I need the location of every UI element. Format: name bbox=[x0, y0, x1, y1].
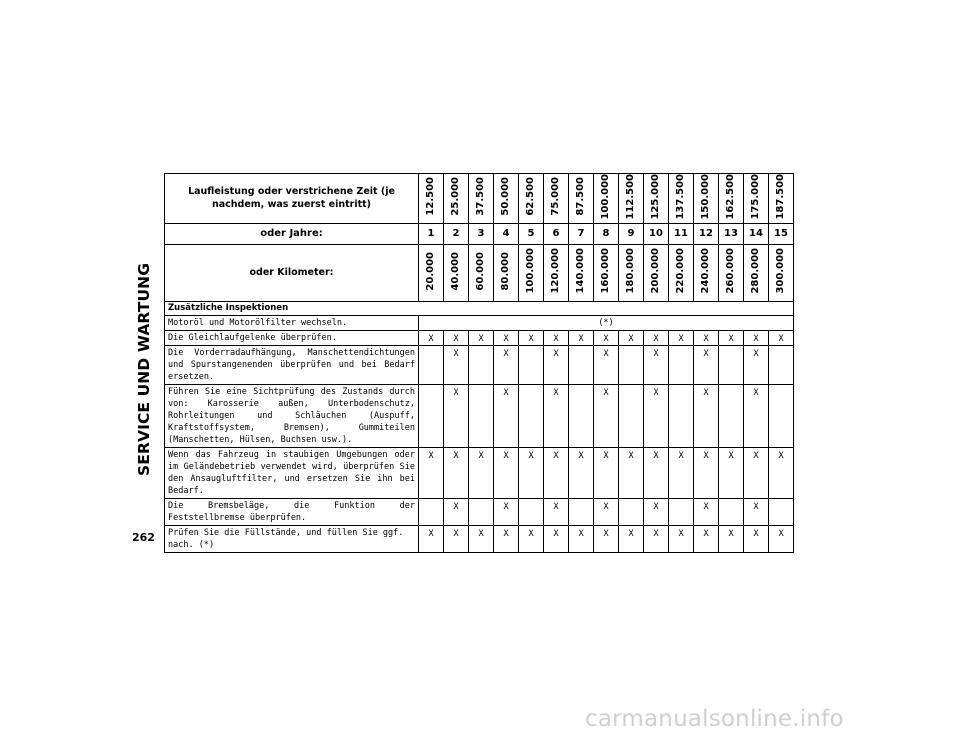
schedule-mark bbox=[569, 498, 594, 525]
km-cell bbox=[719, 244, 744, 301]
schedule-mark: X bbox=[619, 330, 644, 345]
miles-cell bbox=[569, 174, 594, 224]
year-cell: 9 bbox=[619, 223, 644, 244]
km-value: 240.000 bbox=[700, 248, 711, 294]
schedule-mark bbox=[419, 345, 444, 384]
year-cell: 6 bbox=[544, 223, 569, 244]
schedule-mark: X bbox=[594, 447, 619, 498]
schedule-mark: X bbox=[594, 498, 619, 525]
task-description: Die Gleichlaufgelenke überprüfen. bbox=[165, 330, 419, 345]
schedule-mark: X bbox=[494, 330, 519, 345]
schedule-mark bbox=[669, 384, 694, 447]
km-value: 40.000 bbox=[450, 251, 461, 291]
schedule-mark bbox=[619, 498, 644, 525]
schedule-mark bbox=[719, 384, 744, 447]
section-title: Zusätzliche Inspektionen bbox=[165, 301, 794, 315]
miles-value: 150.000 bbox=[700, 174, 711, 220]
header-row-km bbox=[165, 244, 794, 301]
schedule-mark: X bbox=[494, 447, 519, 498]
km-value: 20.000 bbox=[425, 251, 436, 291]
schedule-mark: X bbox=[644, 447, 669, 498]
schedule-mark bbox=[419, 384, 444, 447]
miles-cell bbox=[769, 174, 794, 224]
miles-cell bbox=[619, 174, 644, 224]
miles-value: 112.500 bbox=[625, 174, 636, 220]
miles-cell bbox=[544, 174, 569, 224]
km-cell bbox=[669, 244, 694, 301]
schedule-mark: X bbox=[444, 345, 469, 384]
year-cell: 8 bbox=[594, 223, 619, 244]
km-cell bbox=[594, 244, 619, 301]
year-cell: 3 bbox=[469, 223, 494, 244]
year-cell: 1 bbox=[419, 223, 444, 244]
schedule-mark bbox=[769, 384, 794, 447]
km-cell bbox=[644, 244, 669, 301]
km-value: 280.000 bbox=[750, 248, 761, 294]
schedule-mark: X bbox=[744, 525, 769, 552]
miles-value: 25.000 bbox=[450, 177, 461, 217]
schedule-mark: X bbox=[769, 525, 794, 552]
km-cell bbox=[769, 244, 794, 301]
km-value: 300.000 bbox=[775, 248, 786, 294]
schedule-mark bbox=[469, 498, 494, 525]
schedule-mark: X bbox=[544, 345, 569, 384]
header-row-miles bbox=[165, 174, 794, 224]
year-cell: 13 bbox=[719, 223, 744, 244]
miles-value: 37.500 bbox=[475, 177, 486, 217]
schedule-mark: X bbox=[694, 498, 719, 525]
km-value: 100.000 bbox=[525, 248, 536, 294]
schedule-mark: X bbox=[494, 525, 519, 552]
schedule-mark: X bbox=[619, 525, 644, 552]
task-description: Motoröl und Motorölfilter wechseln. bbox=[165, 315, 419, 330]
schedule-mark: X bbox=[419, 330, 444, 345]
schedule-mark bbox=[619, 384, 644, 447]
table-row bbox=[165, 330, 794, 345]
miles-value: 62.500 bbox=[525, 177, 536, 217]
oil-interval-note: (*) bbox=[419, 315, 794, 330]
schedule-mark bbox=[669, 498, 694, 525]
schedule-mark: X bbox=[544, 498, 569, 525]
schedule-mark: X bbox=[569, 447, 594, 498]
km-cell bbox=[444, 244, 469, 301]
schedule-mark: X bbox=[469, 525, 494, 552]
year-cell: 12 bbox=[694, 223, 719, 244]
schedule-mark bbox=[569, 384, 594, 447]
task-description: Führen Sie eine Sichtprüfung des Zustands durch von: Karosserie außen, Unterbodenschutz, Rohrleitungen und Schläuchen (Auspuff, Kraftstoffsystem, Bremsen), Gummiteilen (Manschetten, Hülsen, Buchsen usw.). bbox=[165, 384, 419, 447]
km-value: 160.000 bbox=[600, 248, 611, 294]
km-value: 180.000 bbox=[625, 248, 636, 294]
mileage-header-label: Laufleistung oder verstrichene Zeit (je nachdem, was zuerst eintritt) bbox=[165, 174, 419, 224]
table-row bbox=[165, 384, 794, 447]
miles-cell bbox=[719, 174, 744, 224]
schedule-mark: X bbox=[769, 447, 794, 498]
schedule-mark: X bbox=[744, 345, 769, 384]
km-cell bbox=[494, 244, 519, 301]
schedule-mark bbox=[719, 498, 744, 525]
schedule-mark: X bbox=[444, 384, 469, 447]
year-cell: 14 bbox=[744, 223, 769, 244]
miles-cell bbox=[519, 174, 544, 224]
year-cell: 2 bbox=[444, 223, 469, 244]
miles-value: 87.500 bbox=[575, 177, 586, 217]
schedule-mark: X bbox=[694, 525, 719, 552]
km-label: oder Kilometer: bbox=[165, 244, 419, 301]
km-cell bbox=[469, 244, 494, 301]
km-value: 140.000 bbox=[575, 248, 586, 294]
schedule-mark: X bbox=[494, 345, 519, 384]
miles-cell bbox=[694, 174, 719, 224]
task-description: Die Vorderradaufhängung, Manschettendichtungen und Spurstangenenden überprüfen und bei Bedarf ersetzen. bbox=[165, 345, 419, 384]
table-row bbox=[165, 315, 794, 330]
miles-value: 137.500 bbox=[675, 174, 686, 220]
watermark-url: carmanualsonline.info bbox=[585, 706, 844, 732]
table-row bbox=[165, 498, 794, 525]
schedule-mark: X bbox=[544, 330, 569, 345]
schedule-mark: X bbox=[519, 447, 544, 498]
schedule-mark bbox=[669, 345, 694, 384]
km-value: 260.000 bbox=[725, 248, 736, 294]
km-cell bbox=[619, 244, 644, 301]
schedule-mark bbox=[519, 384, 544, 447]
section-side-title: SERVICE UND WARTUNG bbox=[135, 262, 153, 476]
km-value: 80.000 bbox=[500, 251, 511, 291]
km-value: 60.000 bbox=[475, 251, 486, 291]
miles-value: 175.000 bbox=[750, 174, 761, 220]
schedule-mark: X bbox=[694, 384, 719, 447]
schedule-mark bbox=[619, 345, 644, 384]
miles-cell bbox=[469, 174, 494, 224]
year-cell: 15 bbox=[769, 223, 794, 244]
schedule-mark: X bbox=[444, 525, 469, 552]
table-row bbox=[165, 525, 794, 552]
schedule-mark: X bbox=[519, 330, 544, 345]
schedule-mark: X bbox=[469, 330, 494, 345]
schedule-mark: X bbox=[669, 330, 694, 345]
miles-cell bbox=[669, 174, 694, 224]
schedule-mark bbox=[519, 498, 544, 525]
miles-value: 125.000 bbox=[650, 174, 661, 220]
schedule-mark: X bbox=[719, 330, 744, 345]
page-number: 262 bbox=[132, 531, 155, 544]
schedule-mark: X bbox=[494, 384, 519, 447]
section-row bbox=[165, 301, 794, 315]
schedule-mark bbox=[469, 384, 494, 447]
km-value: 220.000 bbox=[675, 248, 686, 294]
schedule-mark: X bbox=[644, 345, 669, 384]
schedule-mark: X bbox=[444, 330, 469, 345]
miles-value: 162.500 bbox=[725, 174, 736, 220]
schedule-mark: X bbox=[744, 447, 769, 498]
schedule-mark: X bbox=[444, 498, 469, 525]
schedule-mark bbox=[569, 345, 594, 384]
miles-value: 187.500 bbox=[775, 174, 786, 220]
miles-value: 12.500 bbox=[425, 177, 436, 217]
task-description: Wenn das Fahrzeug in staubigen Umgebungen oder im Geländebetrieb verwendet wird, überprüfen Sie den Ansaugluftfilter, und ersetzen Sie ihn bei Bedarf. bbox=[165, 447, 419, 498]
schedule-mark: X bbox=[569, 525, 594, 552]
schedule-mark: X bbox=[694, 345, 719, 384]
schedule-mark: X bbox=[544, 384, 569, 447]
schedule-mark: X bbox=[594, 345, 619, 384]
schedule-mark: X bbox=[669, 447, 694, 498]
miles-cell bbox=[644, 174, 669, 224]
schedule-mark bbox=[719, 345, 744, 384]
schedule-mark: X bbox=[594, 330, 619, 345]
km-value: 120.000 bbox=[550, 248, 561, 294]
year-cell: 4 bbox=[494, 223, 519, 244]
schedule-mark bbox=[519, 345, 544, 384]
schedule-mark: X bbox=[694, 330, 719, 345]
miles-value: 50.000 bbox=[500, 177, 511, 217]
schedule-mark: X bbox=[544, 525, 569, 552]
schedule-mark: X bbox=[519, 525, 544, 552]
schedule-mark: X bbox=[469, 447, 494, 498]
year-cell: 11 bbox=[669, 223, 694, 244]
schedule-mark: X bbox=[669, 525, 694, 552]
maintenance-schedule-table bbox=[164, 173, 794, 553]
years-label: oder Jahre: bbox=[165, 223, 419, 244]
miles-cell bbox=[744, 174, 769, 224]
year-cell: 10 bbox=[644, 223, 669, 244]
schedule-mark: X bbox=[719, 447, 744, 498]
km-cell bbox=[544, 244, 569, 301]
year-cell: 7 bbox=[569, 223, 594, 244]
table-row bbox=[165, 447, 794, 498]
miles-value: 100.000 bbox=[600, 174, 611, 220]
schedule-mark: X bbox=[644, 525, 669, 552]
schedule-mark: X bbox=[569, 330, 594, 345]
miles-cell bbox=[594, 174, 619, 224]
schedule-mark bbox=[769, 345, 794, 384]
schedule-mark: X bbox=[744, 384, 769, 447]
schedule-mark: X bbox=[419, 525, 444, 552]
miles-cell bbox=[444, 174, 469, 224]
schedule-mark: X bbox=[719, 525, 744, 552]
schedule-mark: X bbox=[694, 447, 719, 498]
schedule-mark: X bbox=[619, 447, 644, 498]
miles-cell bbox=[494, 174, 519, 224]
schedule-mark: X bbox=[419, 447, 444, 498]
miles-value: 75.000 bbox=[550, 177, 561, 217]
km-cell bbox=[694, 244, 719, 301]
schedule-mark bbox=[419, 498, 444, 525]
schedule-mark: X bbox=[594, 525, 619, 552]
schedule-mark: X bbox=[644, 498, 669, 525]
schedule-mark: X bbox=[494, 498, 519, 525]
schedule-mark: X bbox=[444, 447, 469, 498]
km-cell bbox=[519, 244, 544, 301]
miles-cell bbox=[419, 174, 444, 224]
schedule-mark: X bbox=[644, 330, 669, 345]
schedule-mark: X bbox=[644, 384, 669, 447]
schedule-mark bbox=[469, 345, 494, 384]
schedule-mark: X bbox=[744, 498, 769, 525]
task-description: Die Bremsbeläge, die Funktion der Feststellbremse überprüfen. bbox=[165, 498, 419, 525]
year-cell: 5 bbox=[519, 223, 544, 244]
schedule-mark bbox=[769, 498, 794, 525]
km-value: 200.000 bbox=[650, 248, 661, 294]
km-cell bbox=[569, 244, 594, 301]
schedule-mark: X bbox=[744, 330, 769, 345]
table-row bbox=[165, 345, 794, 384]
schedule-mark: X bbox=[594, 384, 619, 447]
schedule-mark: X bbox=[769, 330, 794, 345]
schedule-mark: X bbox=[544, 447, 569, 498]
header-row-years bbox=[165, 223, 794, 244]
task-description: Prüfen Sie die Füllstände, und füllen Sie ggf. nach. (*) bbox=[165, 525, 419, 552]
km-cell bbox=[744, 244, 769, 301]
km-cell bbox=[419, 244, 444, 301]
